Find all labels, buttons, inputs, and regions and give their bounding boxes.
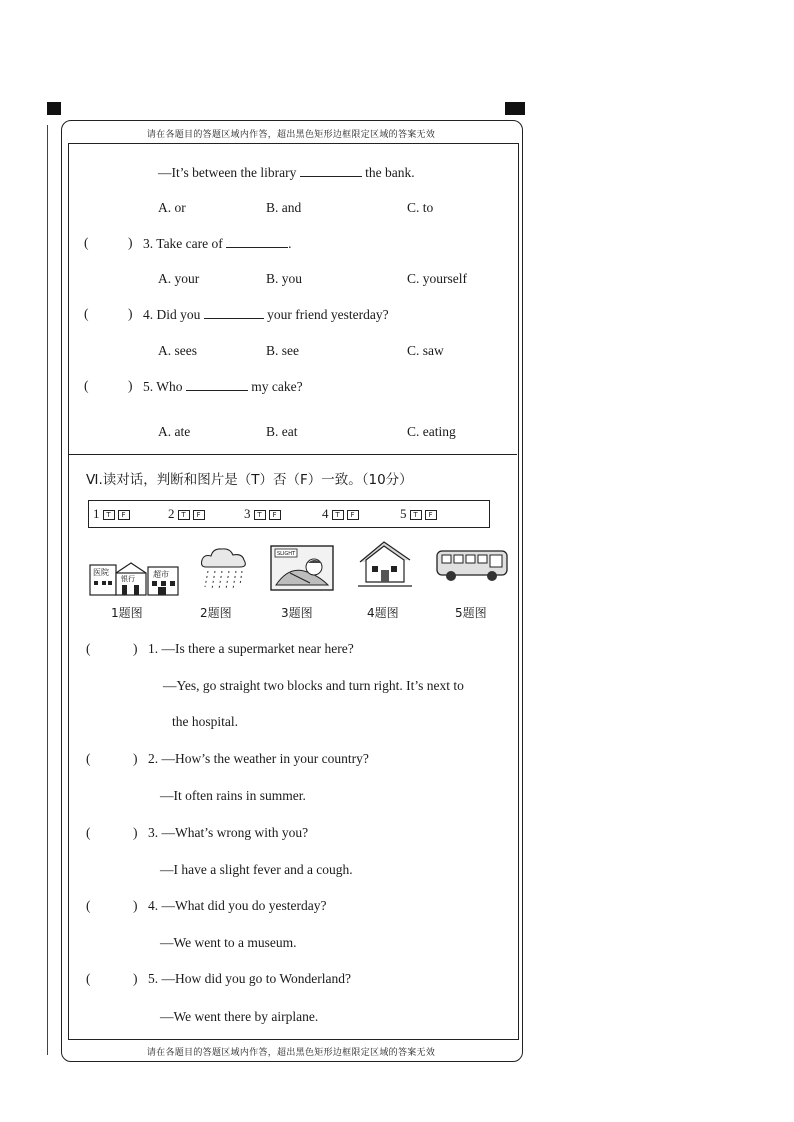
- p6-q4-answer: —We went to a museum.: [160, 935, 297, 950]
- q2-answer-line: [158, 164, 415, 181]
- q4-option-b: B. see: [266, 343, 299, 358]
- sick-person-picture: [270, 545, 334, 591]
- p6-q3-number: 3.: [148, 825, 159, 840]
- bus-picture: [434, 547, 510, 585]
- q5-question: [143, 378, 303, 395]
- q2-option-a: A. or: [158, 200, 186, 215]
- t-box[interactable]: T: [254, 510, 266, 520]
- p6-q2-text: —How’s the weather in your country?: [161, 751, 369, 766]
- f-box[interactable]: F: [269, 510, 281, 520]
- top-notice: 请在各题目的答题区域内作答，超出黑色矩形边框限定区域的答案无效: [146, 130, 436, 140]
- q4-paren-close: ): [128, 306, 133, 321]
- tf-answer-5[interactable]: [400, 506, 437, 522]
- p6-q1-paren-close: ): [133, 641, 138, 656]
- p6-q5-paren-open: (: [86, 971, 91, 986]
- q3-paren-open: (: [84, 235, 89, 250]
- p6-q5-number: 5.: [148, 971, 159, 986]
- q4-blank[interactable]: [204, 306, 264, 319]
- q2-answer-text-end: the bank.: [365, 165, 415, 180]
- p6-q4-paren-close: ): [133, 898, 138, 913]
- p6-q2-question: [148, 751, 369, 767]
- picture-label-4: 4题图: [367, 606, 399, 620]
- registration-mark-right: [505, 102, 525, 115]
- tf-answer-2[interactable]: [168, 506, 205, 522]
- tf-number: 4: [322, 506, 329, 521]
- picture-3-sign: SLIGHT: [277, 551, 296, 557]
- q5-blank[interactable]: [186, 378, 248, 391]
- sign-bank: 银行: [121, 575, 135, 583]
- q4-number: 4.: [143, 307, 154, 322]
- p6-q4-paren-open: (: [86, 898, 91, 913]
- q4-text: Did you: [156, 307, 201, 322]
- p6-q2-number: 2.: [148, 751, 159, 766]
- q5-option-b: B. eat: [266, 424, 298, 439]
- p6-q5-answer: —We went there by airplane.: [160, 1009, 319, 1024]
- tf-answer-3[interactable]: [244, 506, 281, 522]
- q5-text: Who: [156, 379, 183, 394]
- p6-q5-text: —How did you go to Wonderland?: [161, 971, 352, 986]
- q3-option-a: A. your: [158, 271, 200, 286]
- q4-option-c: C. saw: [407, 343, 444, 358]
- q5-number: 5.: [143, 379, 154, 394]
- q5-option-c: C. eating: [407, 424, 456, 439]
- tf-number: 1: [93, 506, 100, 521]
- p6-q2-answer: —It often rains in summer.: [160, 788, 306, 803]
- p6-q4-number: 4.: [148, 898, 159, 913]
- museum-building-picture: [356, 536, 414, 592]
- p6-q1-paren-open: (: [86, 641, 91, 656]
- f-box[interactable]: F: [193, 510, 205, 520]
- q5-paren-open: (: [84, 378, 89, 393]
- p6-q3-question: [148, 825, 308, 841]
- sign-supermarket: 超市: [153, 570, 169, 579]
- t-box[interactable]: T: [103, 510, 115, 520]
- p6-q4-text: —What did you do yesterday?: [161, 898, 327, 913]
- tf-number: 2: [168, 506, 175, 521]
- tf-answer-1[interactable]: [93, 506, 130, 522]
- bottom-notice: 请在各题目的答题区域内作答，超出黑色矩形边框限定区域的答案无效: [146, 1048, 436, 1058]
- q4-question: [143, 306, 389, 323]
- f-box[interactable]: F: [425, 510, 437, 520]
- rain-cloud-picture: [198, 545, 250, 591]
- t-box[interactable]: T: [332, 510, 344, 520]
- picture-label-1: 1题图: [111, 606, 143, 620]
- p6-q5-question: [148, 971, 351, 987]
- section-divider: [68, 454, 517, 455]
- q5-text-end: my cake?: [251, 379, 303, 394]
- t-box[interactable]: T: [178, 510, 190, 520]
- p6-q2-paren-close: ): [133, 751, 138, 766]
- picture-label-2: 2题图: [200, 606, 232, 620]
- p6-q5-paren-close: ): [133, 971, 138, 986]
- picture-label-5: 5题图: [455, 606, 487, 620]
- p6-q3-paren-close: ): [133, 825, 138, 840]
- section-6-title: Ⅵ.读对话，判断和图片是（T）否（F）一致。（10分）: [86, 472, 413, 488]
- street-buildings-picture: [88, 555, 180, 597]
- p6-q1-number: 1.: [148, 641, 159, 656]
- q2-option-b: B. and: [266, 200, 302, 215]
- registration-mark-left: [47, 102, 61, 115]
- q3-text-end: .: [288, 236, 292, 251]
- tf-answer-4[interactable]: [322, 506, 359, 522]
- tf-answer-box: [88, 500, 490, 528]
- q4-text-end: your friend yesterday?: [267, 307, 389, 322]
- p6-q1-answer-line-2: the hospital.: [172, 714, 238, 729]
- q2-blank[interactable]: [300, 164, 362, 177]
- p6-q1-question: [148, 641, 354, 657]
- q3-paren-close: ): [128, 235, 133, 250]
- tf-number: 3: [244, 506, 251, 521]
- picture-label-3: 3题图: [281, 606, 313, 620]
- p6-q3-answer: —I have a slight fever and a cough.: [160, 862, 353, 877]
- q3-option-b: B. you: [266, 271, 303, 286]
- f-box[interactable]: F: [347, 510, 359, 520]
- q3-blank[interactable]: [226, 235, 288, 248]
- q5-option-a: A. ate: [158, 424, 191, 439]
- q3-option-c: C. yourself: [407, 271, 467, 286]
- p6-q2-paren-open: (: [86, 751, 91, 766]
- q3-text: Take care of: [156, 236, 223, 251]
- t-box[interactable]: T: [410, 510, 422, 520]
- binding-margin-line: [47, 125, 48, 1055]
- q4-paren-open: (: [84, 306, 89, 321]
- q4-option-a: A. sees: [158, 343, 197, 358]
- q5-paren-close: ): [128, 378, 133, 393]
- p6-q3-text: —What’s wrong with you?: [161, 825, 309, 840]
- q3-question: [143, 235, 292, 252]
- p6-q1-answer-line-1: —Yes, go straight two blocks and turn right. It’s next to: [163, 678, 464, 693]
- tf-number: 5: [400, 506, 407, 521]
- p6-q4-question: [148, 898, 326, 914]
- q2-option-c: C. to: [407, 200, 434, 215]
- p6-q3-paren-open: (: [86, 825, 91, 840]
- f-box[interactable]: F: [118, 510, 130, 520]
- q3-number: 3.: [143, 236, 154, 251]
- sign-hospital: 医院: [93, 568, 109, 577]
- p6-q1-text: —Is there a supermarket near here?: [161, 641, 354, 656]
- q2-answer-text: —It’s between the library: [158, 165, 297, 180]
